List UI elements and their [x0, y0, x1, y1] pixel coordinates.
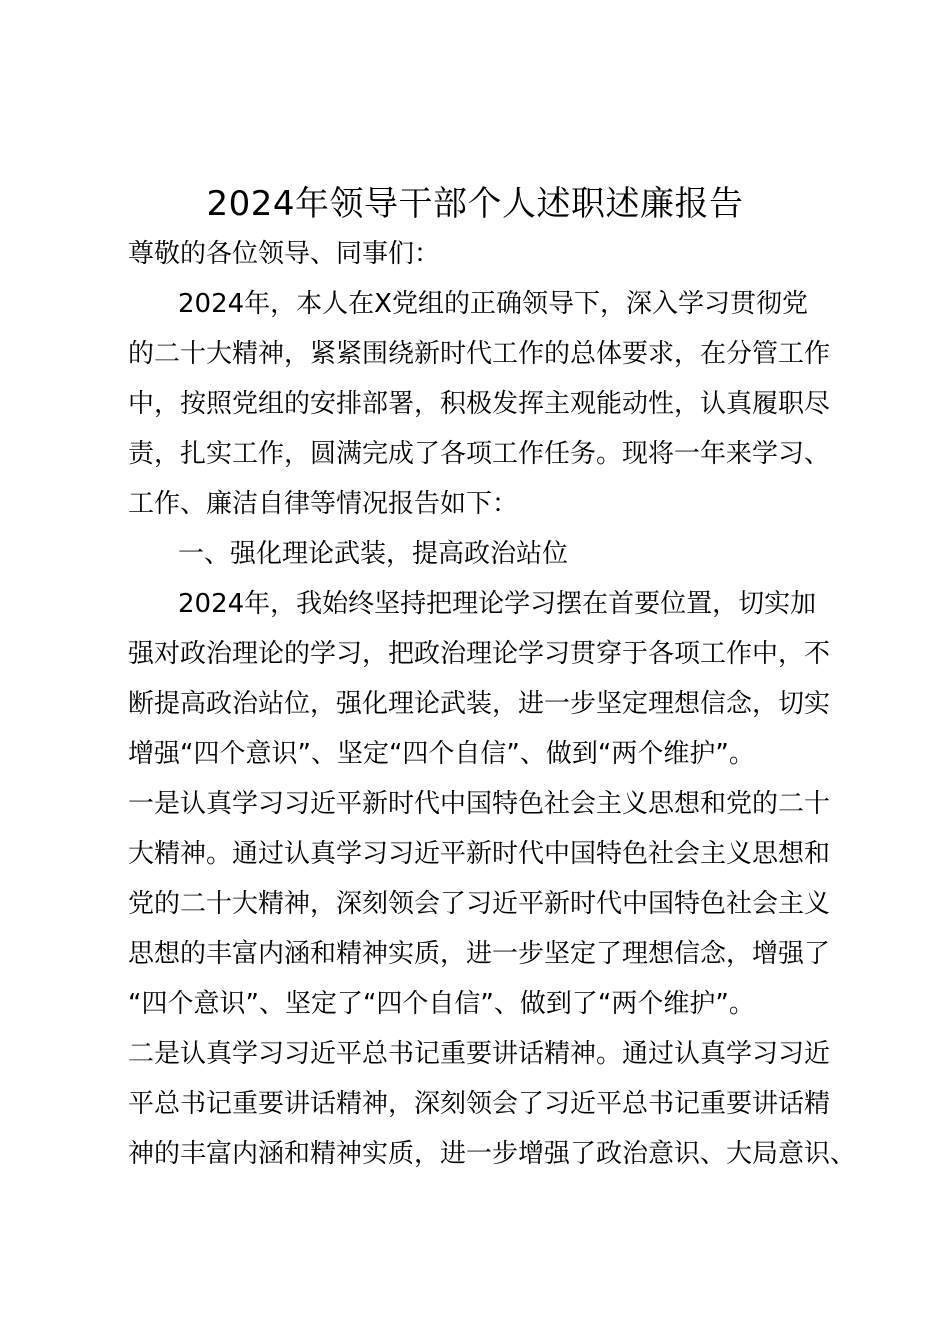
paragraph-line: 中，按照党组的安排部署，积极发挥主观能动性，认真履职尽 — [128, 389, 831, 419]
paragraph-line: 神的丰富内涵和精神实质，进一步增强了政治意识、大局意识、 — [128, 1139, 857, 1169]
paragraph-line: 思想的丰富内涵和精神实质，进一步坚定了理想信念，增强了 — [128, 939, 831, 969]
paragraph-line: 党的二十大精神，深刻领会了习近平新时代中国特色社会主义 — [128, 889, 831, 919]
section-heading: 一、强化理论武装，提高政治站位 — [178, 539, 569, 569]
paragraph-line: 大精神。通过认真学习习近平新时代中国特色社会主义思想和 — [128, 839, 831, 869]
paragraph-line: 的二十大精神，紧紧围绕新时代工作的总体要求，在分管工作 — [128, 339, 831, 369]
paragraph-line: 一是认真学习习近平新时代中国特色社会主义思想和党的二十 — [128, 789, 831, 819]
paragraph-line: 增强“四个意识”、坚定“四个自信”、做到“两个维护”。 — [128, 739, 755, 769]
paragraph-line: 平总书记重要讲话精神，深刻领会了习近平总书记重要讲话精 — [128, 1089, 831, 1119]
paragraph-line: 工作、廉洁自律等情况报告如下： — [128, 489, 519, 519]
paragraph-line: 2024年，本人在X党组的正确领导下，深入学习贯彻党 — [178, 289, 808, 319]
paragraph-line: 断提高政治站位，强化理论武装，进一步坚定理想信念，切实 — [128, 689, 831, 719]
document-title: 2024年领导干部个人述职述廉报告 — [206, 184, 744, 224]
salutation-line: 尊敬的各位领导、同事们： — [128, 239, 441, 269]
paragraph-line: 责，扎实工作，圆满完成了各项工作任务。现将一年来学习、 — [128, 439, 831, 469]
paragraph-line: 2024年，我始终坚持把理论学习摆在首要位置，切实加 — [178, 589, 817, 619]
paragraph-line: “四个意识”、坚定了“四个自信”、做到了“两个维护”。 — [128, 989, 755, 1019]
paragraph-line: 强对政治理论的学习，把政治理论学习贯穿于各项工作中，不 — [128, 639, 831, 669]
paragraph-line: 二是认真学习习近平总书记重要讲话精神。通过认真学习习近 — [128, 1039, 831, 1069]
